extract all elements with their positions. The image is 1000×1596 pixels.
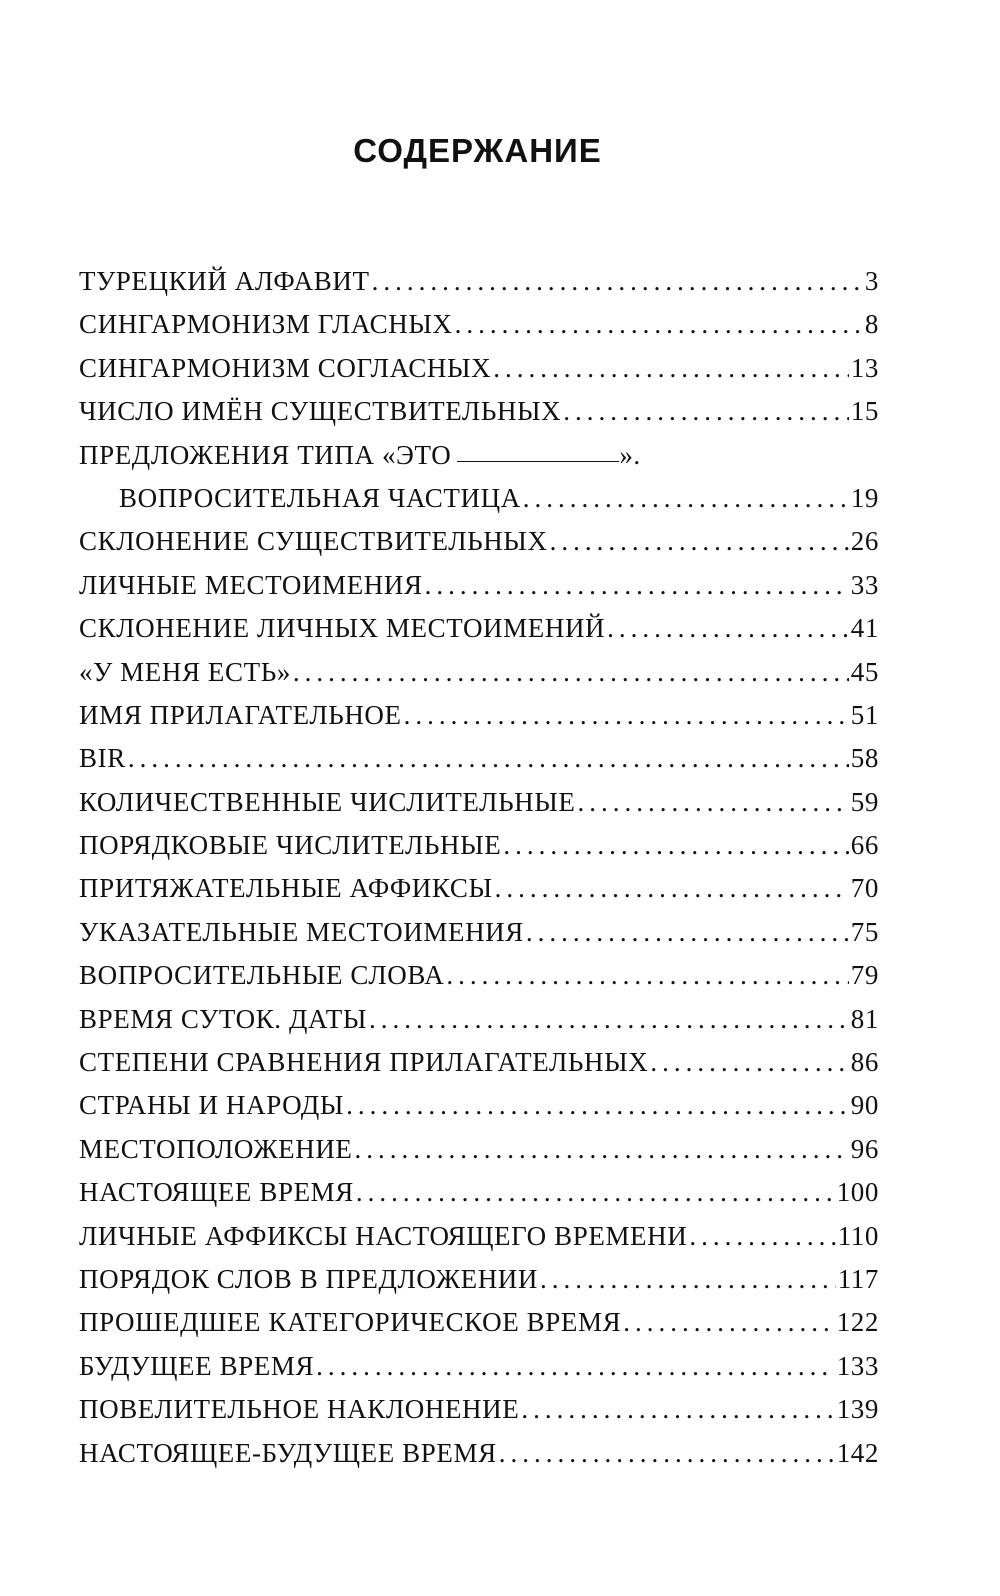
toc-entry-page: 58 xyxy=(850,743,879,774)
toc-entry-label: ПОРЯДКОВЫЕ ЧИСЛИТЕЛЬНЫЕ xyxy=(79,830,502,861)
toc-entry-page: 66 xyxy=(850,830,879,861)
toc-entry[interactable] xyxy=(79,309,879,352)
dot-leader xyxy=(446,960,848,991)
toc-entry-label: ИМЯ ПРИЛАГАТЕЛЬНОЕ xyxy=(79,699,402,730)
dot-leader xyxy=(578,787,849,818)
toc-entry-label: ВРЕМЯ СУТОК. ДАТЫ xyxy=(79,1003,367,1034)
toc-entry-label: СТЕПЕНИ СРАВНЕНИЯ ПРИЛАГАТЕЛЬНЫХ xyxy=(79,1047,649,1078)
dot-leader xyxy=(128,743,849,774)
toc-entry-label: НАСТОЯЩЕЕ ВРЕМЯ xyxy=(79,1177,354,1208)
toc-entry-line2 xyxy=(79,483,879,526)
toc-entry-label-line1-end: ». xyxy=(619,439,641,470)
dot-leader xyxy=(455,309,863,340)
toc-entry-label: НАСТОЯЩЕЕ-БУДУЩЕЕ ВРЕМЯ xyxy=(79,1437,497,1468)
toc-entry-page: 122 xyxy=(836,1307,879,1338)
dot-leader xyxy=(550,526,849,557)
toc-entry-label: ПРИТЯЖАТЕЛЬНЫЕ АФФИКСЫ xyxy=(79,873,493,904)
page-title: СОДЕРЖАНИЕ xyxy=(353,132,602,169)
blank-line xyxy=(457,461,619,462)
toc-entry-label: СКЛОНЕНИЕ СУЩЕСТВИТЕЛЬНЫХ xyxy=(79,526,548,557)
toc-entry-label: «У МЕНЯ ЕСТЬ» xyxy=(79,656,291,687)
table-of-contents xyxy=(79,266,879,1481)
dot-leader xyxy=(372,266,863,297)
toc-entry-page: 96 xyxy=(850,1133,879,1164)
toc-entry[interactable] xyxy=(79,1221,879,1264)
dot-leader xyxy=(521,1394,834,1425)
dot-leader xyxy=(526,917,849,948)
dot-leader xyxy=(523,483,849,514)
toc-entry-page: 142 xyxy=(836,1437,879,1468)
dot-leader xyxy=(503,830,848,861)
toc-entry-page: 139 xyxy=(836,1394,879,1425)
toc-entry-label-line1: ПРЕДЛОЖЕНИЯ ТИПА «ЭТО xyxy=(79,439,452,470)
toc-entry-page: 51 xyxy=(850,699,879,730)
toc-entry-page: 26 xyxy=(850,526,879,557)
toc-entry[interactable] xyxy=(79,917,879,960)
toc-entry-page: 19 xyxy=(850,482,879,513)
toc-entry-label: ЛИЧНЫЕ МЕСТОИМЕНИЯ xyxy=(79,569,423,600)
toc-entry-label-line2: ВОПРОСИТЕЛЬНАЯ ЧАСТИЦА xyxy=(119,482,521,513)
dot-leader xyxy=(355,1134,849,1165)
toc-entry-page: 75 xyxy=(850,916,879,947)
toc-entry-label: ПОРЯДОК СЛОВ В ПРЕДЛОЖЕНИИ xyxy=(79,1263,539,1294)
dot-leader xyxy=(623,1307,834,1338)
dot-leader xyxy=(650,1047,848,1078)
toc-entry-label: ТУРЕЦКИЙ АЛФАВИТ xyxy=(79,266,370,296)
toc-entry-page: 70 xyxy=(850,873,879,904)
toc-entry[interactable] xyxy=(79,353,879,396)
toc-entry-label: ЧИСЛО ИМЁН СУЩЕСТВИТЕЛЬНЫХ xyxy=(79,396,562,427)
toc-entry-page: 117 xyxy=(837,1263,879,1294)
toc-entry[interactable] xyxy=(79,396,879,439)
toc-entry[interactable] xyxy=(79,960,879,1003)
toc-entry-label: СТРАНЫ И НАРОДЫ xyxy=(79,1090,345,1121)
toc-entry[interactable] xyxy=(79,266,879,309)
toc-entry-page: 45 xyxy=(850,656,879,687)
toc-entry-page: 81 xyxy=(850,1003,879,1034)
toc-entry-page: 100 xyxy=(836,1177,879,1208)
toc-entry-label: ВОПРОСИТЕЛЬНЫЕ СЛОВА xyxy=(79,960,445,991)
dot-leader xyxy=(425,570,849,601)
toc-entry[interactable] xyxy=(79,743,879,786)
toc-entry[interactable] xyxy=(79,1177,879,1220)
toc-entry-page: 133 xyxy=(836,1350,879,1381)
dot-leader xyxy=(499,1438,835,1469)
toc-entry[interactable] xyxy=(79,526,879,569)
toc-entry[interactable] xyxy=(79,1438,879,1481)
toc-entry-page: 59 xyxy=(850,786,879,817)
toc-entry-label: СИНГАРМОНИЗМ СОГЛАСНЫХ xyxy=(79,352,492,383)
dot-leader xyxy=(563,396,849,427)
toc-entry-label: УКАЗАТЕЛЬНЫЕ МЕСТОИМЕНИЯ xyxy=(79,916,524,947)
toc-entry-label: СИНГАРМОНИЗМ ГЛАСНЫХ xyxy=(79,309,453,340)
toc-entry[interactable] xyxy=(79,657,879,700)
dot-leader xyxy=(346,1090,849,1121)
toc-entry-label: ПРОШЕДШЕЕ КАТЕГОРИЧЕСКОЕ ВРЕМЯ xyxy=(79,1307,622,1338)
toc-entry-page: 15 xyxy=(850,396,879,427)
dot-leader xyxy=(689,1221,835,1252)
dot-leader xyxy=(316,1351,835,1382)
toc-entry[interactable] xyxy=(79,1351,879,1394)
toc-entry[interactable] xyxy=(79,1047,879,1090)
toc-entry[interactable] xyxy=(79,1394,879,1437)
toc-entry[interactable] xyxy=(79,613,879,656)
toc-entry[interactable] xyxy=(79,830,879,873)
toc-entry[interactable] xyxy=(79,700,879,743)
toc-entry[interactable] xyxy=(79,1090,879,1133)
dot-leader xyxy=(607,613,849,644)
toc-entry-label: МЕСТОПОЛОЖЕНИЕ xyxy=(79,1133,353,1164)
toc-entry-label: BIR xyxy=(79,743,126,774)
toc-entry-page: 33 xyxy=(850,569,879,600)
toc-entry[interactable] xyxy=(79,873,879,916)
dot-leader xyxy=(495,873,849,904)
toc-entry-page: 86 xyxy=(850,1047,879,1078)
toc-entry-label: КОЛИЧЕСТВЕННЫЕ ЧИСЛИТЕЛЬНЫЕ xyxy=(79,786,576,817)
toc-entry-page: 3 xyxy=(864,266,879,296)
toc-entry-label: СКЛОНЕНИЕ ЛИЧНЫХ МЕСТОИМЕНИЙ xyxy=(79,613,606,644)
toc-entry-page: 110 xyxy=(837,1220,879,1251)
dot-leader xyxy=(493,353,849,384)
toc-entry[interactable] xyxy=(79,1264,879,1307)
toc-entry[interactable] xyxy=(79,1004,879,1047)
dot-leader xyxy=(540,1264,836,1295)
toc-entry-label: ЛИЧНЫЕ АФФИКСЫ НАСТОЯЩЕГО ВРЕМЕНИ xyxy=(79,1220,688,1251)
toc-entry[interactable] xyxy=(79,1307,879,1350)
toc-entry-label: БУДУЩЕЕ ВРЕМЯ xyxy=(79,1350,315,1381)
toc-entry[interactable] xyxy=(79,440,879,527)
dot-leader xyxy=(404,700,849,731)
toc-entry-page: 79 xyxy=(850,960,879,991)
toc-entry[interactable] xyxy=(79,570,879,613)
dot-leader xyxy=(293,657,849,688)
toc-entry[interactable] xyxy=(79,787,879,830)
toc-entry-line1 xyxy=(79,440,879,483)
toc-entry-page: 90 xyxy=(850,1090,879,1121)
dot-leader xyxy=(369,1004,849,1035)
toc-entry-page: 13 xyxy=(850,352,879,383)
toc-entry-label: ПОВЕЛИТЕЛЬНОЕ НАКЛОНЕНИЕ xyxy=(79,1394,520,1425)
dot-leader xyxy=(356,1177,835,1208)
toc-entry-page: 41 xyxy=(850,613,879,644)
toc-entry[interactable] xyxy=(79,1134,879,1177)
toc-entry-page: 8 xyxy=(864,309,879,340)
